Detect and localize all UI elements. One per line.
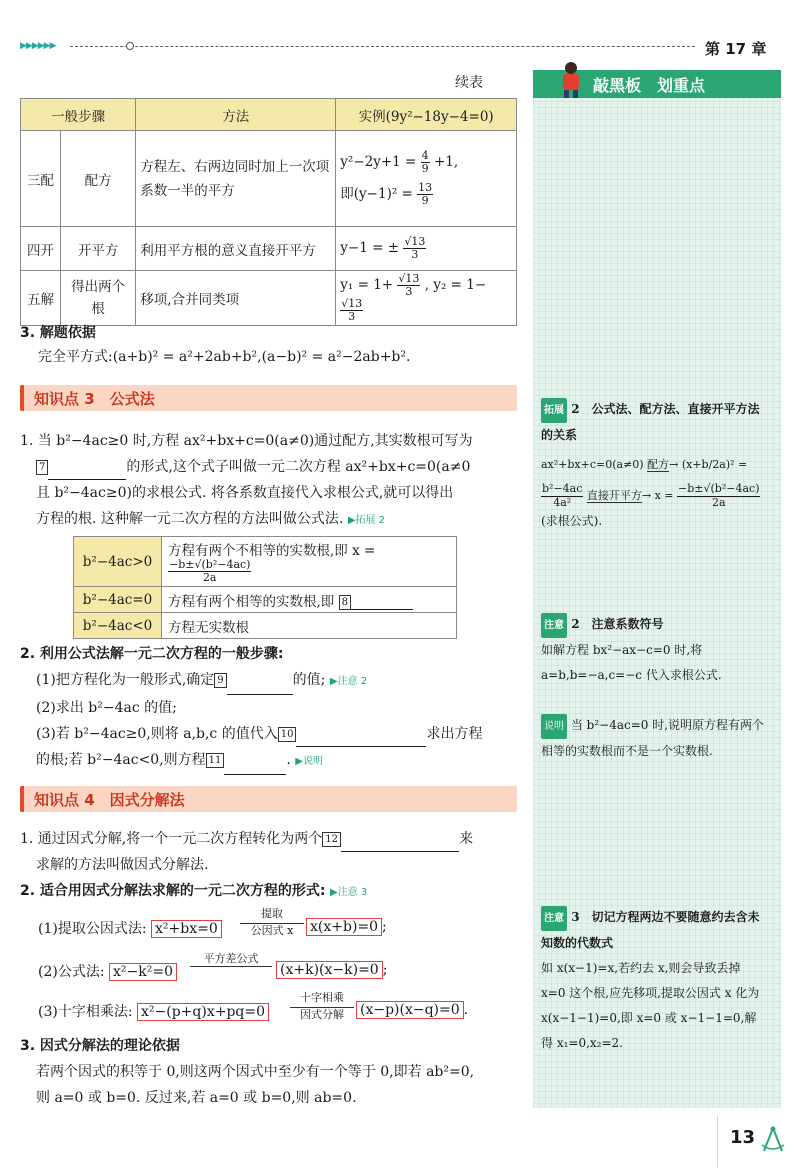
note-tag[interactable]: ▶注意 3 (329, 887, 368, 898)
formula-right-box: (x+k)(x−k)=0 (276, 961, 383, 979)
formula-right-box: (x−p)(x−q)=0 (356, 1001, 464, 1019)
basis-text: 完全平方式:(a+b)² = a²+2ab+b²,(a−b)² = a²−2ab+b². (38, 349, 411, 365)
expand-icon: 拓展 (541, 398, 567, 423)
table-row (21, 227, 517, 271)
basis-title: 3. 解题依据 (20, 325, 96, 341)
formula-left-box: x²+bx=0 (151, 920, 222, 938)
note-tag[interactable]: ▶注意 2 (329, 676, 368, 687)
kp4-item3 (20, 1033, 520, 1111)
example-cell (336, 271, 517, 326)
text-line: 若两个因式的积等于 0,则这两个因式中至少有一个等于 0,即若 ab²=0, (36, 1064, 475, 1080)
student-figure-icon (555, 60, 587, 98)
formula-right: x(x+b)=0 ; (306, 918, 387, 936)
step-name-cell: 开平方 (61, 227, 136, 271)
side-note-4: 注意 3 切记方程两边不要随意约去含未知数的代数式 如 x(x−1)=x,若约去 x,则会导致丢掉 x=0 这个根,应先移项,提取公因式 x 化为 x(x−1−1)=0,即 x=0 或 x−1−1=0,解得 x₁=0,x₂=2. (541, 905, 767, 1056)
example-expr: +1, (433, 154, 459, 171)
text-line: (2)求出 b²−4ac 的值; (36, 700, 177, 716)
example-expr: y−1 = ± (340, 240, 400, 256)
text-line: (3)若 b²−4ac≥0,则将 a,b,c 的值代入 (36, 726, 278, 742)
blank-number: 9 (214, 673, 226, 688)
result-text: 方程有两个相等的实数根,即 (168, 593, 335, 610)
text-line: 求出方程 (426, 726, 483, 742)
table-caption: 续表 (455, 75, 483, 91)
formula-label: (2)公式法: (38, 964, 105, 980)
page-number-box (717, 1115, 800, 1167)
example-expr: y₁ = 1+ (340, 277, 394, 294)
header-arrow-decoration: ▶▶▶▶▶▶ (20, 41, 56, 51)
side-note-1: 拓展 2 公式法、配方法、直接开平方法的关系 ax²+bx+c=0(a≠0) 配方→ (x+b/2a)² = $\frac{\text{b²−4ac}}{\text{4a²}}$ 直接开平方→ x = $\frac{\text{−b±√(b²−4ac)}}{2a}$ (求根公式). (541, 397, 767, 534)
formula-row-3 (38, 1001, 269, 1021)
table-row (74, 537, 457, 587)
table-row (21, 131, 517, 227)
condition-cell: b²−4ac=0 (74, 587, 162, 613)
text-line: 的形式,这个式子叫做一元二次方程 ax²+bx+c=0(a≠0 (126, 459, 471, 475)
expand-tag[interactable]: ▶拓展 2 (347, 515, 386, 526)
result-cell (162, 587, 457, 613)
fraction: $\frac{\text{−b±√(b²−4ac)}}{2a}$ (169, 558, 251, 585)
blank-line[interactable] (227, 694, 293, 695)
section-title: 2. 利用公式法解一元二次方程的一般步骤: (20, 646, 284, 662)
step-name-cell: 配方 (61, 131, 136, 227)
blank-number: 8 (339, 595, 351, 610)
chapter-label: 第 17 章 (705, 40, 767, 58)
explain-icon: 说明 (541, 714, 567, 739)
header-method: 方法 (136, 99, 336, 131)
method-cell: 移项,合并同类项 (136, 271, 336, 326)
discriminant-table (73, 536, 457, 639)
kp4-banner (20, 786, 517, 812)
blank-number: 11 (206, 753, 225, 768)
blank-line[interactable] (341, 851, 459, 852)
kp3-title: 知识点 3 公式法 (34, 390, 155, 408)
blank-line[interactable] (224, 774, 286, 775)
note-icon: 注意 (541, 613, 567, 638)
example-expr: y²−2y+1 = (340, 154, 417, 171)
table-row (74, 587, 457, 613)
text-line: 1. 通过因式分解,将一个一元二次方程转化为两个 (20, 831, 323, 847)
formula-left-box: x²−k²=0 (109, 963, 177, 981)
formula-right: (x−p)(x−q)=0 . (356, 1001, 468, 1019)
text-line: (1)把方程化为一般形式,确定 (36, 672, 215, 688)
text-line: . (286, 752, 291, 768)
section-title: 2. 适合用因式分解法求解的一元二次方程的形式: (20, 883, 326, 899)
text-line: 且 b²−4ac≥0)的求根公式. 将各系数直接代入求根公式,就可以得出 (36, 485, 454, 501)
formula-left-box: x²−(p+q)x+pq=0 (137, 1003, 269, 1021)
fraction: $\frac{4}{9}$ (421, 149, 429, 176)
step-cell: 五解 (21, 271, 61, 326)
result-cell (162, 537, 457, 587)
header-step: 一般步骤 (21, 99, 136, 131)
result-cell: 方程无实数根 (162, 613, 457, 639)
example-expr: 即(y−1)² = (340, 185, 413, 202)
arrow-label: 提取 公因式 x (240, 907, 304, 938)
note-icon: 注意 (541, 906, 567, 931)
step-cell: 三配 (21, 131, 61, 227)
section-title: 3. 因式分解法的理论依据 (20, 1038, 180, 1054)
example-expr: , y₂ = 1− (424, 277, 487, 294)
kp4-item1 (20, 826, 520, 906)
blank-number: 7 (36, 460, 48, 475)
formula-label: (3)十字相乘法: (38, 1004, 133, 1020)
compass-icon (758, 1125, 788, 1155)
arrow-label: 十字相乘 因式分解 (290, 991, 354, 1022)
condition-cell: b²−4ac<0 (74, 613, 162, 639)
example-cell (336, 227, 517, 271)
method-cell: 利用平方根的意义直接开平方 (136, 227, 336, 271)
blank-line[interactable] (351, 609, 413, 610)
kp3-item1 (20, 428, 520, 534)
formula-right: (x+k)(x−k)=0 ; (276, 961, 387, 979)
text-line: 则 a=0 或 b=0. 反过来,若 a=0 或 b=0,则 ab=0. (36, 1090, 357, 1106)
table-row (74, 613, 457, 639)
formula-label: (1)提取公因式法: (38, 921, 147, 937)
example-cell (336, 131, 517, 227)
fraction: $\frac{√13}{3}$ (404, 234, 426, 261)
kp3-item2 (20, 641, 520, 775)
blank-number: 10 (278, 727, 297, 742)
step-name-cell: 得出两个根 (61, 271, 136, 326)
side-note-3: 说明 当 b²−4ac=0 时,说明原方程有两个相等的实数根而不是一个实数根. (541, 713, 767, 764)
formula-row-2 (38, 961, 177, 981)
blank-number: 12 (322, 832, 341, 847)
header-example: 实例(9y²−18y−4=0) (336, 99, 517, 131)
header-rule (70, 46, 695, 47)
method-cell: 方程左、右两边同时加上一次项系数一半的平方 (136, 131, 336, 227)
text-line: 来 (459, 831, 473, 847)
side-note-2: 注意 2 注意系数符号 如解方程 bx²−ax−c=0 时,将 a=b,b=−a,c=−c 代入求根公式. (541, 612, 767, 688)
arrow-label: 平方差公式 (190, 952, 272, 967)
text-line: 1. 当 b²−4ac≥0 时,方程 ax²+bx+c=0(a≠0)通过配方,其实数根可写为 (20, 433, 473, 449)
kp4-title: 知识点 4 因式分解法 (34, 791, 185, 809)
header-circle-mark (126, 42, 134, 50)
condition-cell: b²−4ac>0 (74, 537, 162, 587)
page-number: 13 (730, 1127, 756, 1148)
formula-right-box: x(x+b)=0 (306, 918, 382, 936)
fraction: $\frac{√13}{3}$ (341, 297, 363, 324)
text-line: 方程的根. 这种解一元二次方程的方法叫做公式法. (36, 511, 344, 527)
table-row (21, 271, 517, 326)
steps-table (20, 98, 517, 326)
result-text: 方程有两个不相等的实数根,即 x = (168, 543, 376, 559)
fraction: $\frac{13}{9}$ (418, 180, 433, 207)
formula-row-1 (38, 918, 222, 938)
text-line: 的根;若 b²−4ac<0,则方程 (36, 752, 206, 768)
side-title: 敲黑板 划重点 (593, 76, 706, 95)
kp3-banner (20, 385, 517, 411)
explain-tag[interactable]: ▶说明 (295, 756, 323, 767)
text-line: 求解的方法叫做因式分解法. (36, 857, 209, 873)
step-cell: 四开 (21, 227, 61, 271)
text-line: 的值; (292, 672, 326, 688)
fraction: $\frac{√13}{3}$ (398, 272, 420, 299)
side-header (533, 70, 781, 98)
